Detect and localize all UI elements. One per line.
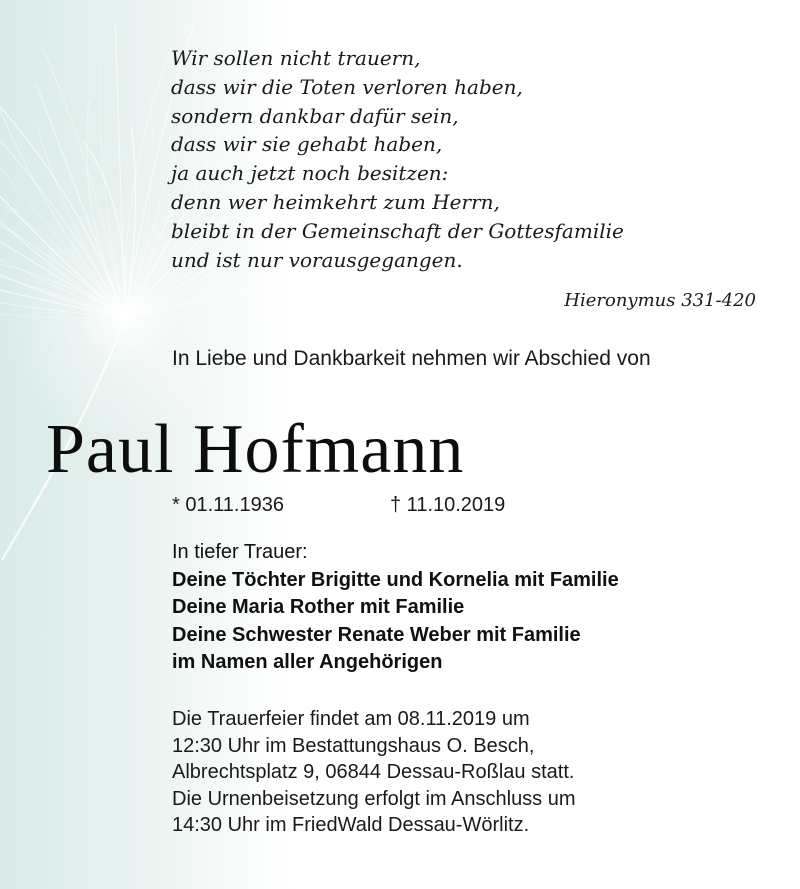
mourners-block <box>172 539 619 677</box>
service-line: 12:30 Uhr im Bestattungshaus O. Besch, <box>172 734 535 757</box>
service-line: Die Urnenbeisetzung erfolgt im Anschluss um <box>172 787 576 810</box>
poem-line: und ist nur vorausgegangen. <box>171 247 463 272</box>
service-details <box>172 706 576 839</box>
poem-line: sondern dankbar dafür sein, <box>171 103 459 128</box>
poem-line: dass wir die Toten verloren haben, <box>171 74 523 99</box>
poem-line: denn wer heimkehrt zum Herrn, <box>171 189 500 214</box>
birth-date: * 01.11.1936 <box>172 494 284 516</box>
poem-line: bleibt in der Gemeinschaft der Gottesfamilie <box>171 218 624 243</box>
death-date: † 11.10.2019 <box>390 494 506 516</box>
service-line: 14:30 Uhr im FriedWald Dessau-Wörlitz. <box>172 814 530 836</box>
poem-line: ja auch jetzt noch besitzen: <box>171 161 449 186</box>
service-line: Albrechtsplatz 9, 06844 Dessau-Roßlau statt. <box>172 761 575 783</box>
service-line: Die Trauerfeier findet am 08.11.2019 um <box>172 708 530 730</box>
mourner-line: Deine Maria Rother mit Familie <box>172 596 465 618</box>
poem-author: Hieronymus 331-420 <box>564 290 756 311</box>
mourner-line: Deine Schwester Renate Weber mit Familie <box>172 623 581 646</box>
mourner-line: Deine Töchter Brigitte und Kornelia mit Familie <box>172 568 619 591</box>
mourners-heading: In tiefer Trauer: <box>172 541 308 563</box>
poem-line: dass wir sie gehabt haben, <box>171 132 443 157</box>
mourner-line: im Namen aller Angehörigen <box>172 651 443 673</box>
poem-line: Wir sollen nicht trauern, <box>171 46 421 70</box>
poem <box>171 44 771 274</box>
farewell-intro: In Liebe und Dankbarkeit nehmen wir Abschied von <box>172 347 651 370</box>
deceased-name: Paul Hofmann <box>46 411 465 488</box>
